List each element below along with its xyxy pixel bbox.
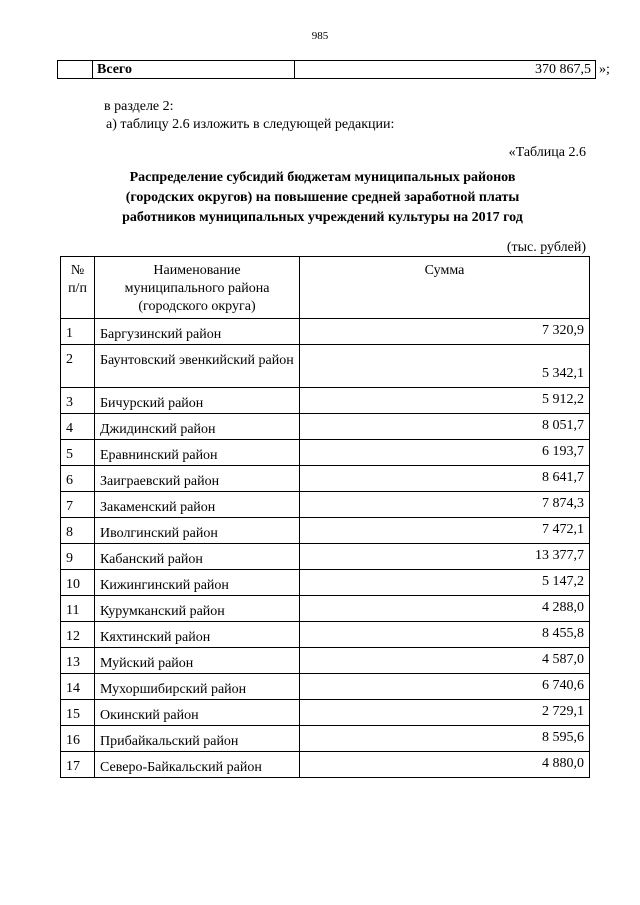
table-row xyxy=(61,518,590,544)
subsidy-amount: 6 740,6 xyxy=(300,674,590,700)
header-name-line: Наименование xyxy=(153,263,241,278)
total-row-empty-cell xyxy=(58,61,93,79)
row-number: 14 xyxy=(61,674,95,700)
district-name: Иволгинский район xyxy=(95,518,300,544)
total-row-table xyxy=(57,60,596,79)
subsidy-amount: 8 051,7 xyxy=(300,414,590,440)
district-name: Баргузинский район xyxy=(95,319,300,345)
table-title-line: (городских округов) на повышение средней заработной платы xyxy=(125,190,520,205)
district-name: Прибайкальский район xyxy=(95,726,300,752)
table-title-line: Распределение субсидий бюджетам муниципальных районов xyxy=(129,170,516,185)
total-row xyxy=(58,61,596,79)
header-name xyxy=(95,257,300,319)
row-number: 7 xyxy=(61,492,95,518)
subsidy-amount: 8 455,8 xyxy=(300,622,590,648)
subsidy-amount: 6 193,7 xyxy=(300,440,590,466)
table-row xyxy=(61,752,590,778)
district-name: Бичурский район xyxy=(95,388,300,414)
subsidy-amount: 2 729,1 xyxy=(300,700,590,726)
district-name: Заиграевский район xyxy=(95,466,300,492)
table-row xyxy=(61,492,590,518)
subsidy-amount: 5 342,1 xyxy=(300,345,590,388)
unit-label: (тыс. рублей) xyxy=(506,240,586,255)
header-num xyxy=(61,257,95,319)
table-row xyxy=(61,700,590,726)
subsidy-amount: 7 874,3 xyxy=(300,492,590,518)
subsidy-amount: 7 320,9 xyxy=(300,319,590,345)
table-number: «Таблица 2.6 xyxy=(508,145,586,160)
table-header-row xyxy=(61,257,590,319)
row-number: 8 xyxy=(61,518,95,544)
quote-suffix: »; xyxy=(599,62,610,77)
row-number: 3 xyxy=(61,388,95,414)
table-row xyxy=(61,570,590,596)
district-name: Курумканский район xyxy=(95,596,300,622)
row-number: 13 xyxy=(61,648,95,674)
subsidy-amount: 7 472,1 xyxy=(300,518,590,544)
row-number: 17 xyxy=(61,752,95,778)
subsidy-amount: 8 595,6 xyxy=(300,726,590,752)
row-number: 10 xyxy=(61,570,95,596)
page-number: 985 xyxy=(311,30,329,42)
table-row xyxy=(61,726,590,752)
subsidy-amount: 13 377,7 xyxy=(300,544,590,570)
district-name: Кяхтинский район xyxy=(95,622,300,648)
table-row xyxy=(61,388,590,414)
subsidy-amount: 4 587,0 xyxy=(300,648,590,674)
intro-line-2: а) таблицу 2.6 изложить в следующей редакции: xyxy=(106,117,395,132)
row-number: 1 xyxy=(61,319,95,345)
row-number: 16 xyxy=(61,726,95,752)
table-row xyxy=(61,319,590,345)
header-sum: Сумма xyxy=(300,257,590,319)
header-name-line: муниципального района xyxy=(124,281,270,296)
table-title-line: работников муниципальных учреждений культуры на 2017 год xyxy=(122,210,523,225)
subsidy-amount: 8 641,7 xyxy=(300,466,590,492)
district-name: Еравнинский район xyxy=(95,440,300,466)
table-row xyxy=(61,648,590,674)
table-row xyxy=(61,674,590,700)
row-number: 5 xyxy=(61,440,95,466)
district-name: Мухоршибирский район xyxy=(95,674,300,700)
row-number: 2 xyxy=(61,345,95,388)
subsidy-amount: 5 912,2 xyxy=(300,388,590,414)
intro-line-1: в разделе 2: xyxy=(104,99,174,114)
header-num-line: п/п xyxy=(68,281,87,296)
total-label: Всего xyxy=(93,61,295,79)
district-name: Закаменский район xyxy=(95,492,300,518)
subsidy-table xyxy=(60,256,590,778)
table-row xyxy=(61,414,590,440)
table-row xyxy=(61,440,590,466)
subsidy-amount: 4 288,0 xyxy=(300,596,590,622)
total-value: 370 867,5 xyxy=(295,61,596,79)
table-title xyxy=(60,168,585,228)
header-num-line: № xyxy=(70,263,85,278)
subsidy-amount: 4 880,0 xyxy=(300,752,590,778)
district-name: Муйский район xyxy=(95,648,300,674)
table-row xyxy=(61,466,590,492)
district-name: Северо-Байкальский район xyxy=(95,752,300,778)
header-name-line: (городского округа) xyxy=(138,299,256,314)
table-row xyxy=(61,622,590,648)
row-number: 6 xyxy=(61,466,95,492)
row-number: 15 xyxy=(61,700,95,726)
table-row xyxy=(61,544,590,570)
row-number: 12 xyxy=(61,622,95,648)
row-number: 4 xyxy=(61,414,95,440)
table-row xyxy=(61,345,590,388)
subsidy-amount: 5 147,2 xyxy=(300,570,590,596)
row-number: 9 xyxy=(61,544,95,570)
district-name: Кижингинский район xyxy=(95,570,300,596)
district-name: Джидинский район xyxy=(95,414,300,440)
row-number: 11 xyxy=(61,596,95,622)
district-name: Баунтовский эвенкийский район xyxy=(95,345,300,388)
table-row xyxy=(61,596,590,622)
district-name: Окинский район xyxy=(95,700,300,726)
district-name: Кабанский район xyxy=(95,544,300,570)
